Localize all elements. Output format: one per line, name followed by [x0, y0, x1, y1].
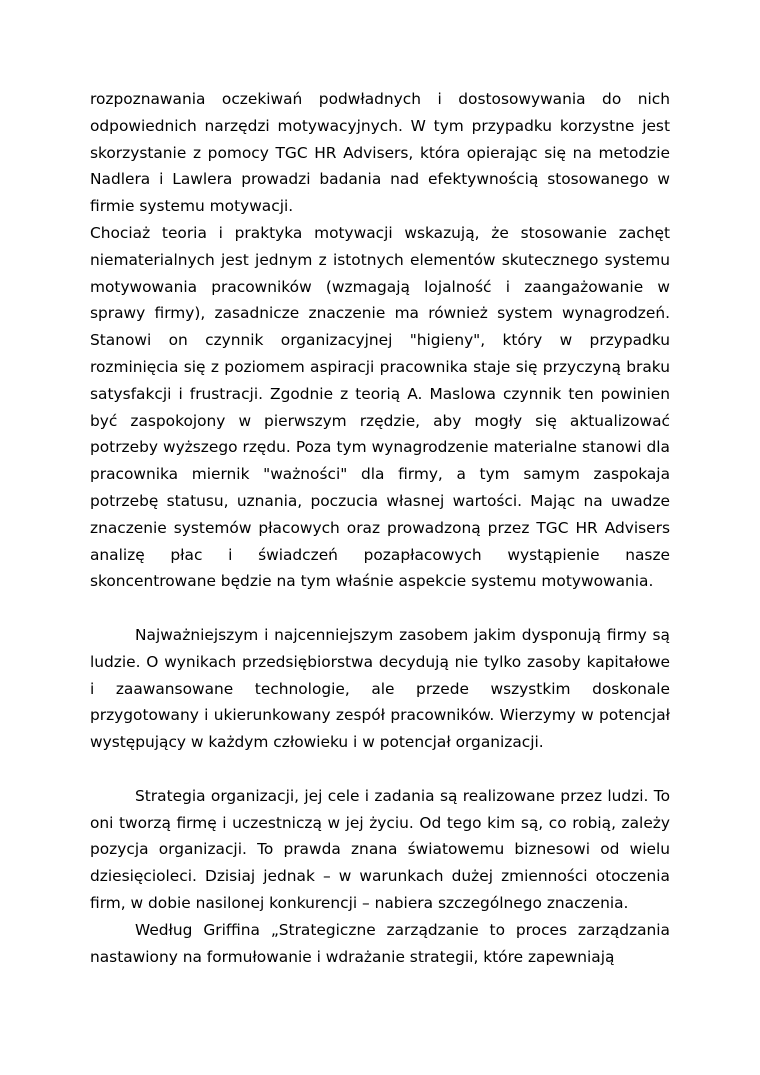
paragraph-organization-strategy: Strategia organizacji, jej cele i zadania są realizowane przez ludzi. To oni tworzą firmę i uczestniczą w jej życiu. Od tego kim są, co robią, zależy pozycja organizacji. To prawda znana światowemu biznesowi od wielu dziesięcioleci. Dzisiaj jednak – w warunkach dużej zmienności otoczenia firm, w dobie nasilonej konkurencji – nabiera szczególnego znaczenia. — [90, 786, 670, 912]
paragraph-remuneration-system: Chociaż teoria i praktyka motywacji wskazują, że stosowanie zachęt niematerialnych jest jednym z istotnych elementów skutecznego systemu motywowania pracowników (wzmagają lojalność i zaangażowanie w sprawy firmy), zasadnicze znaczenie ma również system wynagrodzeń. Stanowi on czynnik organizacyjnej "higieny", który w przypadku rozminięcia się z poziomem aspiracji pracownika staje się przyczyną braku satysfakcji i frustracji. Zgodnie z teorią A. Maslowa czynnik ten powinien być zaspokojony w pierwszym rzędzie, aby mogły się aktualizować potrzeby wyższego rzędu. Poza tym wynagrodzenie materialne stanowi dla pracownika miernik "ważności" dla firmy, a tym samym zaspokaja potrzebę statusu, uznania, poczucia własnej wartości. Mając na uwadze znaczenie systemów płacowych oraz prowadzoną przez TGC HR Advisers analizę płac i świadczeń pozapłacowych wystąpienie nasze skoncentrowane będzie na tym właśnie aspekcie systemu motywowania. — [90, 223, 670, 591]
paragraph-griffin-quote: Według Griffina „Strategiczne zarządzanie to proces zarządzania nastawiony na formułowanie i wdrażanie strategii, które zapewniają — [90, 920, 670, 966]
document-page — [90, 86, 670, 970]
paragraph-people-resource: Najważniejszym i najcenniejszym zasobem jakim dysponują firmy są ludzie. O wynikach przedsiębiorstwa decydują nie tylko zasoby kapitałowe i zaawansowane technologie, ale przede wszystkim doskonale przygotowany i ukierunkowany zespół pracowników. Wierzymy w potencjał występujący w każdym człowieku i w potencjał organizacji. — [90, 625, 670, 752]
paragraph-motivation-tools: rozpoznawania oczekiwań podwładnych i dostosowywania do nich odpowiednich narzędzi motywacyjnych. W tym przypadku korzystne jest skorzystanie z pomocy TGC HR Advisers, która opierając się na metodzie Nadlera i Lawlera prowadzi badania nad efektywnością stosowanego w firmie systemu motywacji. — [90, 90, 670, 216]
